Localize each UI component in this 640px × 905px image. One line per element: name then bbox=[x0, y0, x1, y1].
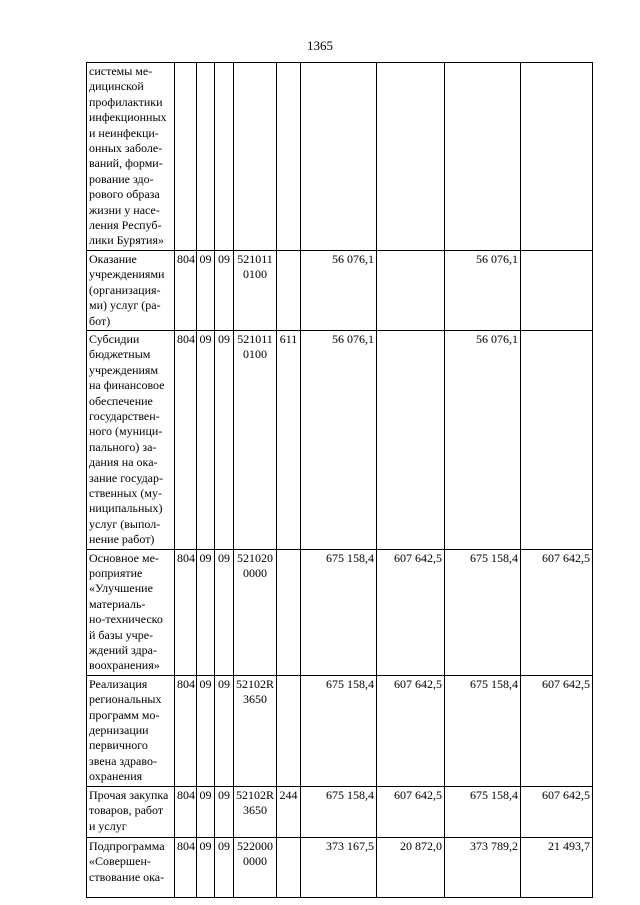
row-name-line: лики Бурятия» bbox=[89, 233, 164, 248]
amount-3: 56 076,1 bbox=[445, 330, 521, 549]
amount-2 bbox=[377, 63, 445, 251]
amount-3: 675 158,4 bbox=[445, 786, 521, 837]
row-name-line: й базы учре- bbox=[89, 627, 154, 642]
amount-1 bbox=[301, 63, 377, 251]
ministry-code: 804 bbox=[175, 330, 197, 549]
row-name-line: товаров, работ bbox=[89, 803, 164, 818]
expense-type-code bbox=[277, 549, 301, 675]
target-article-part: 52102R bbox=[236, 787, 275, 802]
row-name-line: нение работ) bbox=[89, 532, 155, 547]
target-article-code bbox=[234, 63, 277, 251]
row-name-line: дернизации bbox=[89, 723, 149, 738]
target-article-part: 3650 bbox=[243, 803, 267, 818]
amount-1: 373 167,5 bbox=[301, 837, 377, 897]
target-article-part: 0100 bbox=[243, 267, 267, 282]
row-name-line: роприятие bbox=[89, 566, 143, 580]
row-name-line: Субсидии bbox=[89, 331, 140, 346]
target-article-part: 521011 bbox=[237, 251, 273, 266]
row-name-line: зание государ- bbox=[89, 470, 163, 485]
row-name-line: и услуг bbox=[89, 818, 127, 833]
ministry-code bbox=[175, 63, 197, 251]
target-article-part: 521011 bbox=[237, 331, 273, 346]
amount-3: 56 076,1 bbox=[445, 250, 521, 330]
row-name-line: ления Респуб- bbox=[89, 218, 162, 233]
row-name-line: на финансовое bbox=[89, 378, 165, 393]
subsection-code: 09 bbox=[215, 786, 234, 837]
target-article-code bbox=[234, 330, 277, 549]
target-article-part: 52102R bbox=[236, 676, 275, 691]
amount-1: 675 158,4 bbox=[301, 786, 377, 837]
ministry-code: 804 bbox=[175, 675, 197, 786]
target-article-part: 3650 bbox=[243, 692, 267, 707]
row-name-line: ми) услуг (ра- bbox=[89, 298, 161, 313]
amount-2: 607 642,5 bbox=[377, 786, 445, 837]
row-name bbox=[87, 330, 175, 549]
budget-table bbox=[86, 62, 593, 898]
row-name-line: первичного bbox=[89, 738, 148, 753]
target-article-code bbox=[234, 786, 277, 837]
row-name-line: Основное ме- bbox=[89, 550, 159, 565]
row-name-line: ждений здра- bbox=[89, 643, 157, 658]
amount-3: 373 789,2 bbox=[445, 837, 521, 897]
row-name-line: профилактики bbox=[89, 94, 163, 109]
row-name-line: материаль- bbox=[89, 596, 146, 611]
table-row bbox=[87, 330, 593, 549]
amount-3: 675 158,4 bbox=[445, 549, 521, 675]
amount-4: 607 642,5 bbox=[521, 549, 593, 675]
subsection-code: 09 bbox=[215, 250, 234, 330]
amount-1: 675 158,4 bbox=[301, 549, 377, 675]
amount-2 bbox=[377, 250, 445, 330]
row-name bbox=[87, 837, 175, 897]
amount-2 bbox=[377, 330, 445, 549]
target-article-part: 521020 bbox=[237, 550, 273, 565]
row-name-line: (организация- bbox=[89, 282, 161, 297]
subsection-code: 09 bbox=[215, 330, 234, 549]
row-name-line: Реализация bbox=[89, 676, 148, 691]
row-name-line: но-техническо bbox=[89, 612, 163, 627]
amount-3: 675 158,4 bbox=[445, 675, 521, 786]
section-code: 09 bbox=[197, 330, 215, 549]
amount-4 bbox=[521, 63, 593, 251]
row-name-line: инфекционных bbox=[89, 110, 167, 125]
amount-1: 675 158,4 bbox=[301, 675, 377, 786]
row-name-line: услуг (выпол- bbox=[89, 516, 161, 531]
row-name-line: ного (муници- bbox=[89, 424, 163, 439]
subsection-code: 09 bbox=[215, 549, 234, 675]
section-code: 09 bbox=[197, 675, 215, 786]
row-name-line: жизни у насе- bbox=[89, 202, 160, 217]
subsection-code: 09 bbox=[215, 675, 234, 786]
row-name-line: программ мо- bbox=[89, 707, 160, 722]
row-name-line: бюджетным bbox=[89, 347, 151, 362]
table-row bbox=[87, 675, 593, 786]
table-row bbox=[87, 250, 593, 330]
row-name-line: бот) bbox=[89, 313, 111, 328]
target-article-code bbox=[234, 549, 277, 675]
ministry-code: 804 bbox=[175, 786, 197, 837]
subsection-code: 09 bbox=[215, 837, 234, 897]
row-name-line: региональных bbox=[89, 692, 162, 707]
row-name-line: Подпрограмма bbox=[89, 838, 165, 853]
expense-type-code bbox=[277, 250, 301, 330]
amount-4: 607 642,5 bbox=[521, 786, 593, 837]
target-article-part: 522000 bbox=[237, 838, 273, 853]
row-name-line: «Совершен- bbox=[89, 854, 151, 869]
amount-3 bbox=[445, 63, 521, 251]
row-name-line: охранения bbox=[89, 769, 143, 784]
row-name-line: воохранения» bbox=[89, 658, 160, 673]
row-name bbox=[87, 675, 175, 786]
expense-type-code bbox=[277, 675, 301, 786]
expense-type-code: 244 bbox=[277, 786, 301, 837]
row-name-line: учреждениями bbox=[89, 267, 165, 282]
row-name-line: дицинской bbox=[89, 79, 144, 94]
row-name-line: учреждениям bbox=[89, 362, 159, 377]
row-name-line: онных заболе- bbox=[89, 141, 163, 156]
ministry-code: 804 bbox=[175, 250, 197, 330]
amount-2: 607 642,5 bbox=[377, 549, 445, 675]
table-row bbox=[87, 837, 593, 897]
row-name bbox=[87, 63, 175, 251]
row-name bbox=[87, 549, 175, 675]
row-name-line: пального) за- bbox=[89, 439, 157, 454]
page-number: 1365 bbox=[307, 38, 333, 53]
row-name-line: и неинфекци- bbox=[89, 125, 159, 140]
ministry-code: 804 bbox=[175, 549, 197, 675]
table-row bbox=[87, 549, 593, 675]
section-code: 09 bbox=[197, 549, 215, 675]
amount-2: 20 872,0 bbox=[377, 837, 445, 897]
ministry-code: 804 bbox=[175, 837, 197, 897]
expense-type-code bbox=[277, 837, 301, 897]
target-article-code bbox=[234, 675, 277, 786]
section-code: 09 bbox=[197, 786, 215, 837]
section-code: 09 bbox=[197, 250, 215, 330]
amount-1: 56 076,1 bbox=[301, 330, 377, 549]
row-name-line: рование здо- bbox=[89, 171, 154, 186]
amount-1: 56 076,1 bbox=[301, 250, 377, 330]
amount-4: 607 642,5 bbox=[521, 675, 593, 786]
row-name-line: звена здраво- bbox=[89, 753, 157, 768]
table-row bbox=[87, 63, 593, 251]
row-name-line: ваний, форми- bbox=[89, 156, 163, 171]
row-name-line: дания на ока- bbox=[89, 455, 158, 470]
expense-type-code: 611 bbox=[277, 330, 301, 549]
row-name-line: ниципальных) bbox=[89, 501, 163, 516]
row-name bbox=[87, 250, 175, 330]
section-code: 09 bbox=[197, 837, 215, 897]
row-name-line: «Улучшение bbox=[89, 581, 153, 596]
amount-4: 21 493,7 bbox=[521, 837, 593, 897]
amount-2: 607 642,5 bbox=[377, 675, 445, 786]
row-name-line: рового образа bbox=[89, 187, 160, 202]
row-name-line: ственных (му- bbox=[89, 485, 162, 500]
section-code bbox=[197, 63, 215, 251]
row-name-line: Прочая закупка bbox=[89, 787, 169, 802]
row-name-line: системы ме- bbox=[89, 64, 153, 78]
expense-type-code bbox=[277, 63, 301, 251]
target-article-code bbox=[234, 837, 277, 897]
row-name-line: государствен- bbox=[89, 408, 160, 423]
amount-4 bbox=[521, 250, 593, 330]
target-article-code bbox=[234, 250, 277, 330]
row-name-line: ствование ока- bbox=[89, 869, 165, 884]
row-name bbox=[87, 786, 175, 837]
row-name-line: Оказание bbox=[89, 251, 137, 266]
table-body bbox=[87, 63, 593, 898]
target-article-part: 0100 bbox=[243, 347, 267, 362]
table-row bbox=[87, 786, 593, 837]
target-article-part: 0000 bbox=[243, 854, 267, 869]
target-article-part: 0000 bbox=[243, 566, 267, 580]
amount-4 bbox=[521, 330, 593, 549]
subsection-code bbox=[215, 63, 234, 251]
row-name-line: обеспечение bbox=[89, 393, 153, 408]
